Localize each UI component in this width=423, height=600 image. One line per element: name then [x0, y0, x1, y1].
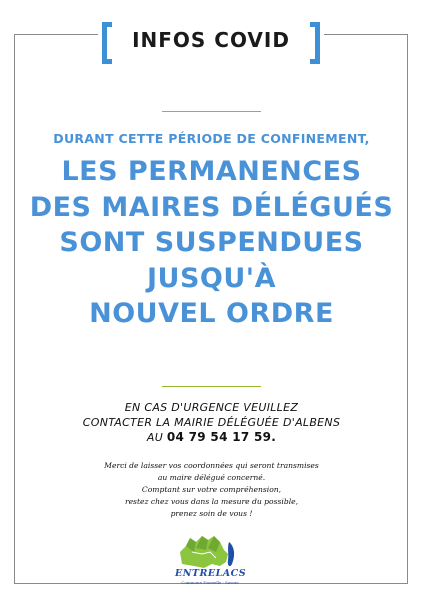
headline — [0, 154, 423, 332]
note-line: Comptant sur votre compréhension, — [141, 485, 282, 494]
headline-line: NOUVEL ORDRE — [89, 298, 334, 329]
intro-text: DURANT CETTE PÉRIODE DE CONFINEMENT, — [53, 131, 370, 146]
top-divider — [162, 111, 261, 112]
phone-number: 04 79 54 17 59. — [166, 430, 277, 444]
note-line: restez chez vous dans la mesure du possible, — [124, 497, 299, 506]
header-title: INFOS COVID — [132, 28, 290, 52]
right-bracket-icon — [310, 22, 320, 64]
emergency-line: EN CAS D'URGENCE VEUILLEZ — [124, 401, 299, 414]
closing-note — [0, 460, 423, 520]
logo-name: ENTRELACS — [175, 568, 247, 579]
emergency-line: CONTACTER LA MAIRIE DÉLÉGUÉE D'ALBENS — [82, 416, 341, 429]
headline-line: SONT SUSPENDUES — [59, 227, 364, 258]
logo-lake-shape — [228, 542, 234, 566]
note-line: au maire délégué concerné. — [157, 473, 266, 482]
logo-tagline: Commune Nouvelle · Savoie — [181, 580, 239, 585]
note-line: Merci de laisser vos coordonnées qui seront transmises — [104, 461, 319, 470]
headline-line: JUSQU'À — [147, 262, 276, 294]
phone-prefix: AU — [146, 431, 167, 444]
headline-line: DES MAIRES DÉLÉGUÉS — [29, 191, 394, 223]
emergency-phone-line — [0, 430, 423, 445]
headline-line: LES PERMANENCES — [61, 156, 362, 187]
bottom-divider — [162, 386, 261, 387]
emergency-contact — [0, 400, 423, 445]
note-line: prenez soin de vous ! — [170, 509, 253, 518]
header-banner — [98, 18, 324, 68]
